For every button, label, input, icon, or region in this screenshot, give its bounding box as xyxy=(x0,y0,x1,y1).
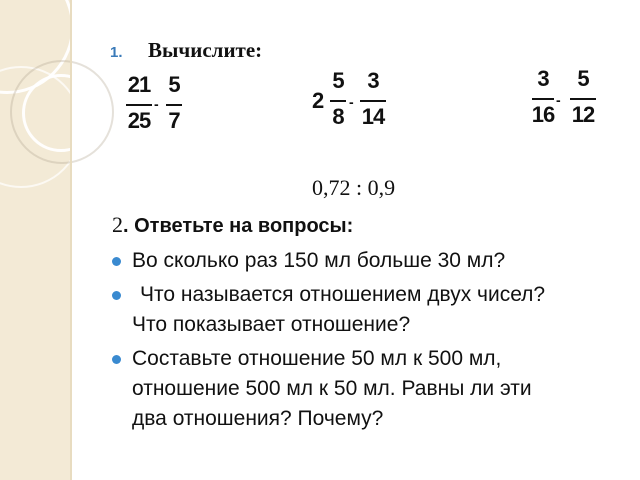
fraction-bar xyxy=(330,100,346,102)
band-divider xyxy=(70,0,72,480)
task2-heading xyxy=(112,212,353,238)
question-text: Что называется отношением двух чисел? xyxy=(140,283,546,306)
fraction-bar xyxy=(360,100,386,102)
question-text: Во сколько раз 150 мл больше 30 мл? xyxy=(132,249,506,272)
whole-part: 2 xyxy=(312,88,325,113)
denominator: 8 xyxy=(332,104,344,129)
numerator: 5 xyxy=(332,68,344,93)
decorative-ring xyxy=(10,60,114,164)
task1-number: 1. xyxy=(110,44,123,61)
bullet-icon xyxy=(112,355,121,364)
numerator: 5 xyxy=(168,72,180,97)
question-text: два отношения? Почему? xyxy=(132,407,384,430)
numerator: 3 xyxy=(367,68,379,93)
denominator: 25 xyxy=(127,108,151,133)
question-text: Что показывает отношение? xyxy=(132,313,411,336)
numerator: 21 xyxy=(127,72,151,97)
numerator: 3 xyxy=(537,66,549,91)
fraction-bar xyxy=(166,104,182,106)
numerator: 5 xyxy=(577,66,589,91)
decorative-side-band xyxy=(0,0,70,480)
bullet-icon xyxy=(112,291,121,300)
task2-number: 2 xyxy=(112,212,123,237)
bullet-icon xyxy=(112,257,121,266)
division-expression: 0,72 : 0,9 xyxy=(312,175,396,200)
minus-sign: - xyxy=(556,92,561,108)
minus-sign: - xyxy=(349,94,354,110)
minus-sign: - xyxy=(154,96,159,112)
question-text: отношение 500 мл к 50 мл. Равны ли эти xyxy=(132,377,532,400)
denominator: 12 xyxy=(571,102,595,127)
list-item xyxy=(112,280,632,340)
fraction-bar xyxy=(532,98,554,100)
task2-title: . Ответьте на вопросы: xyxy=(123,215,354,237)
denominator: 14 xyxy=(361,104,385,129)
question-text: Составьте отношение 50 мл к 500 мл, xyxy=(132,347,502,370)
list-item xyxy=(112,344,632,434)
question-list xyxy=(112,246,632,438)
task1-heading xyxy=(110,38,262,63)
task1-title: Вычислите: xyxy=(148,38,263,62)
denominator: 16 xyxy=(531,102,555,127)
list-item xyxy=(112,246,632,276)
fraction-bar xyxy=(126,104,152,106)
denominator: 7 xyxy=(168,108,180,133)
fraction-bar xyxy=(570,98,596,100)
